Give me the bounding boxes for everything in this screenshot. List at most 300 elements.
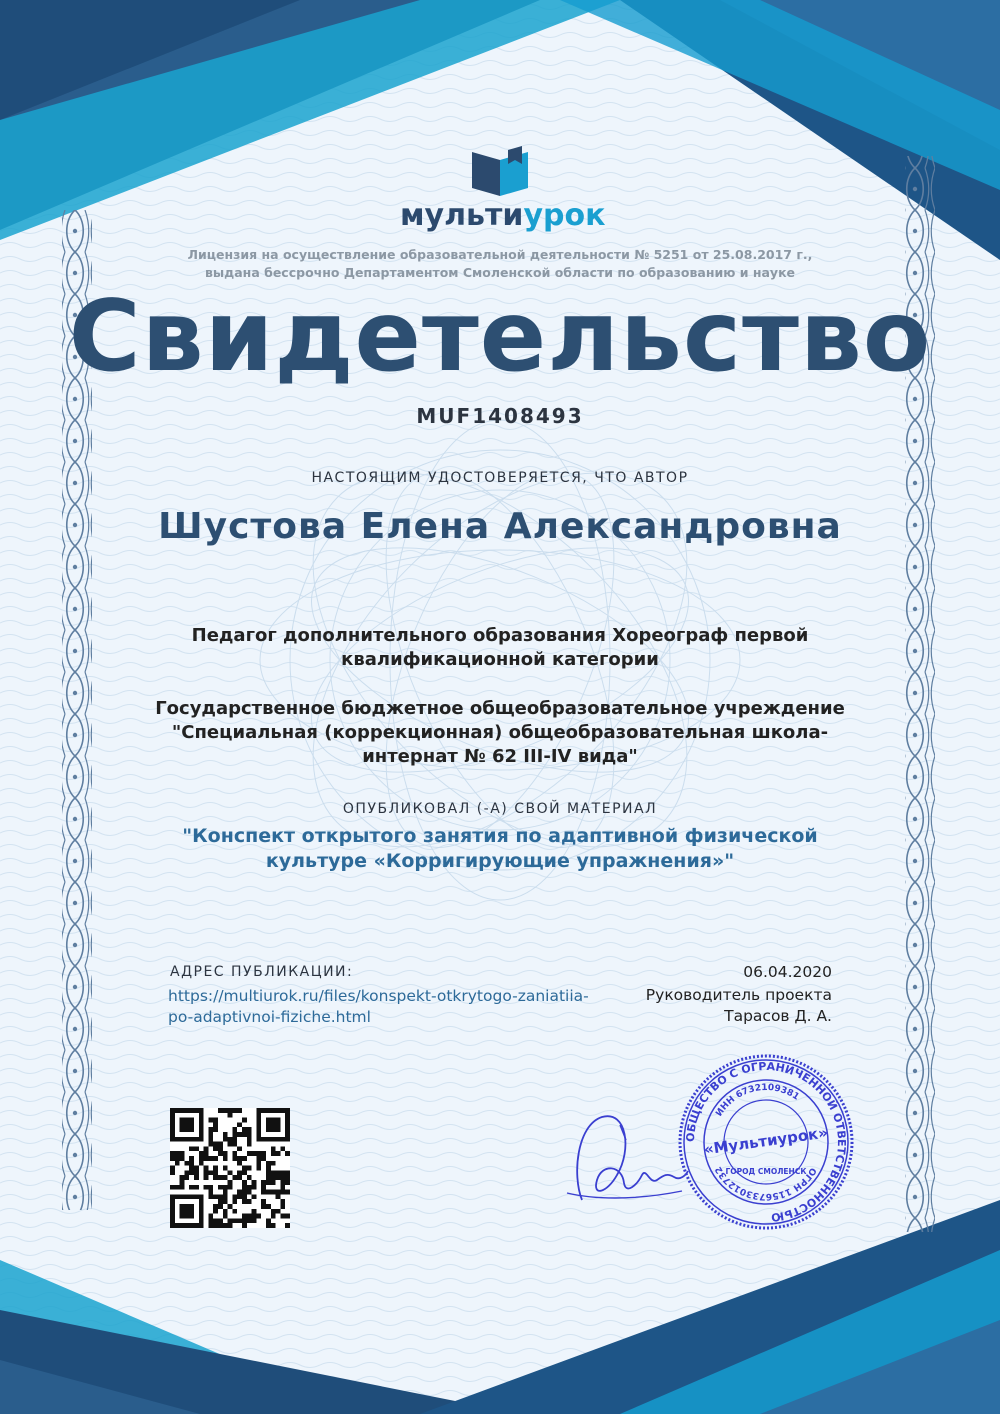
qr-module (266, 1166, 271, 1171)
qr-module (256, 1214, 261, 1219)
qr-module (237, 1190, 242, 1195)
qr-module (184, 1127, 189, 1132)
qr-module (242, 1218, 247, 1223)
qr-module (252, 1209, 257, 1214)
qr-module (194, 1185, 199, 1190)
qr-module (237, 1218, 242, 1223)
qr-module (223, 1214, 228, 1219)
qr-module (271, 1175, 276, 1180)
qr-module (223, 1190, 228, 1195)
qr-module (271, 1170, 276, 1175)
qr-module (208, 1118, 213, 1123)
qr-module (213, 1122, 218, 1127)
qr-module (276, 1127, 281, 1132)
qr-module (204, 1175, 209, 1180)
stamp-ogrn: ОГРН 1156733012732 (713, 1164, 818, 1202)
qr-module (285, 1132, 290, 1137)
qr-module (242, 1156, 247, 1161)
qr-module (180, 1214, 185, 1219)
issue-date: 06.04.2020 (743, 963, 832, 981)
qr-module (208, 1190, 213, 1195)
qr-module (242, 1166, 247, 1171)
qr-module (228, 1108, 233, 1113)
brand-name (400, 198, 606, 233)
qr-module (213, 1166, 218, 1171)
qr-module (189, 1204, 194, 1209)
qr-module (199, 1132, 204, 1137)
qr-module (199, 1218, 204, 1223)
head-label: Руководитель проекта (645, 986, 832, 1004)
qr-module (228, 1223, 233, 1228)
qr-module (218, 1194, 223, 1199)
qr-module (237, 1108, 242, 1113)
qr-module (242, 1199, 247, 1204)
qr-module (276, 1194, 281, 1199)
company-stamp (676, 1052, 856, 1232)
qr-module (280, 1146, 285, 1151)
qr-module (285, 1151, 290, 1156)
qr-module (199, 1156, 204, 1161)
qr-module (285, 1180, 290, 1185)
qr-module (170, 1194, 175, 1199)
qr-module (199, 1127, 204, 1132)
qr-module (199, 1113, 204, 1118)
qr-module (256, 1108, 261, 1113)
qr-module (208, 1223, 213, 1228)
qr-module (180, 1223, 185, 1228)
qr-module (232, 1151, 237, 1156)
qr-module (285, 1137, 290, 1142)
qr-module (170, 1218, 175, 1223)
qr-module (247, 1137, 252, 1142)
qr-module (189, 1137, 194, 1142)
qr-module (276, 1151, 281, 1156)
qr-module (213, 1204, 218, 1209)
license-text (0, 246, 1000, 282)
qr-module (213, 1142, 218, 1147)
qr-module (175, 1108, 180, 1113)
qr-module (223, 1166, 228, 1171)
qr-module (228, 1180, 233, 1185)
qr-module (232, 1142, 237, 1147)
qr-module (170, 1170, 175, 1175)
qr-module (271, 1127, 276, 1132)
qr-module (208, 1185, 213, 1190)
qr-module (232, 1132, 237, 1137)
qr-module (170, 1185, 175, 1190)
qr-module (189, 1223, 194, 1228)
qr-module (184, 1209, 189, 1214)
qr-module (242, 1132, 247, 1137)
qr-module (247, 1185, 252, 1190)
qr-module (199, 1151, 204, 1156)
qr-module (237, 1170, 242, 1175)
qr-module (256, 1122, 261, 1127)
qr-module (208, 1142, 213, 1147)
qr-module (170, 1209, 175, 1214)
qr-module (261, 1151, 266, 1156)
qr-module (213, 1194, 218, 1199)
multiurok-logo (400, 146, 606, 236)
qr-module (213, 1156, 218, 1161)
qr-module (170, 1127, 175, 1132)
qr-module (228, 1137, 233, 1142)
qr-module (189, 1166, 194, 1171)
qr-module (237, 1122, 242, 1127)
qr-module (232, 1209, 237, 1214)
qr-module (184, 1118, 189, 1123)
qr-module (170, 1223, 175, 1228)
qr-module (170, 1151, 175, 1156)
qr-module (242, 1170, 247, 1175)
qr-module (228, 1113, 233, 1118)
qr-module (285, 1122, 290, 1127)
qr-module (184, 1204, 189, 1209)
qr-module (189, 1146, 194, 1151)
qr-module (247, 1132, 252, 1137)
qr-module (261, 1204, 266, 1209)
qr-module (175, 1151, 180, 1156)
qr-module (266, 1218, 271, 1223)
qr-module (280, 1108, 285, 1113)
qr-module (189, 1194, 194, 1199)
qr-module (266, 1122, 271, 1127)
stamp-center-text: «Мультиурок» (702, 1123, 829, 1159)
qr-module (223, 1223, 228, 1228)
material-title: "Конспект открытого занятия по адаптивной физической культуре «Корригирующие упражнения»" (182, 825, 818, 872)
qr-module (280, 1170, 285, 1175)
qr-module (247, 1214, 252, 1219)
qr-module (213, 1218, 218, 1223)
qr-module (271, 1223, 276, 1228)
qr-module (242, 1185, 247, 1190)
qr-module (285, 1170, 290, 1175)
qr-module (228, 1170, 233, 1175)
qr-module (247, 1190, 252, 1195)
qr-module (175, 1161, 180, 1166)
qr-module (208, 1218, 213, 1223)
qr-module (237, 1175, 242, 1180)
stamp-inn: ИНН 6732109381 (714, 1082, 801, 1119)
qr-module (189, 1118, 194, 1123)
qr-module (256, 1137, 261, 1142)
qr-module (199, 1223, 204, 1228)
qr-code-icon[interactable] (170, 1108, 290, 1228)
qr-module (170, 1113, 175, 1118)
qr-module (213, 1146, 218, 1151)
qr-module (237, 1146, 242, 1151)
qr-module (271, 1161, 276, 1166)
qr-module (204, 1166, 209, 1171)
certifies-text: НАСТОЯЩИМ УДОСТОВЕРЯЕТСЯ, ЧТО АВТОР (311, 470, 689, 486)
qr-module (170, 1122, 175, 1127)
qr-module (223, 1137, 228, 1142)
qr-module (199, 1118, 204, 1123)
qr-module (180, 1122, 185, 1127)
qr-module (280, 1137, 285, 1142)
qr-module (184, 1122, 189, 1127)
qr-module (208, 1137, 213, 1142)
qr-module (189, 1108, 194, 1113)
qr-module (189, 1127, 194, 1132)
qr-module (285, 1214, 290, 1219)
qr-module (261, 1156, 266, 1161)
qr-module (170, 1137, 175, 1142)
qr-module (247, 1166, 252, 1171)
qr-module (232, 1108, 237, 1113)
qr-module (242, 1223, 247, 1228)
qr-module (189, 1214, 194, 1219)
qr-module (175, 1156, 180, 1161)
qr-module (170, 1199, 175, 1204)
qr-module (194, 1194, 199, 1199)
qr-module (276, 1209, 281, 1214)
qr-module (194, 1108, 199, 1113)
qr-module (218, 1223, 223, 1228)
qr-module (280, 1175, 285, 1180)
qr-module (285, 1223, 290, 1228)
qr-module (180, 1204, 185, 1209)
qr-module (189, 1156, 194, 1161)
qr-module (170, 1108, 175, 1113)
qr-module (280, 1180, 285, 1185)
qr-module (180, 1151, 185, 1156)
book-icon (400, 146, 600, 198)
qr-module (223, 1151, 228, 1156)
qr-module (232, 1194, 237, 1199)
qr-module (194, 1170, 199, 1175)
qr-module (237, 1161, 242, 1166)
qr-module (204, 1185, 209, 1190)
qr-module (213, 1170, 218, 1175)
qr-module (180, 1209, 185, 1214)
license-line-2: выдана бессрочно Департаментом Смоленской области по образованию и науке (204, 265, 796, 280)
qr-module (180, 1127, 185, 1132)
qr-module (266, 1190, 271, 1195)
qr-module (261, 1180, 266, 1185)
qr-module (199, 1214, 204, 1219)
qr-module (218, 1175, 223, 1180)
qr-module (252, 1194, 257, 1199)
qr-module (285, 1113, 290, 1118)
qr-module (256, 1161, 261, 1166)
qr-module (180, 1175, 185, 1180)
author-name: Шустова Елена Александровна (158, 506, 842, 547)
published-text: ОПУБЛИКОВАЛ (-А) СВОЙ МАТЕРИАЛ (342, 801, 658, 817)
qr-module (276, 1137, 281, 1142)
qr-module (218, 1146, 223, 1151)
qr-module (271, 1122, 276, 1127)
qr-module (218, 1218, 223, 1223)
qr-module (175, 1185, 180, 1190)
qr-module (280, 1199, 285, 1204)
qr-module (208, 1127, 213, 1132)
qr-module (223, 1108, 228, 1113)
qr-module (228, 1204, 233, 1209)
qr-module (199, 1108, 204, 1113)
qr-module (232, 1127, 237, 1132)
qr-module (285, 1175, 290, 1180)
qr-module (256, 1156, 261, 1161)
qr-module (228, 1185, 233, 1190)
qr-module (204, 1151, 209, 1156)
qr-module (218, 1199, 223, 1204)
qr-module (189, 1122, 194, 1127)
qr-module (242, 1190, 247, 1195)
publication-url[interactable]: https://multiurok.ru/files/konspekt-otkrytogo-zaniatiia-po-adaptivnoi-fiziche.html (168, 987, 589, 1026)
qr-module (280, 1190, 285, 1195)
qr-module (252, 1151, 257, 1156)
qr-module (276, 1122, 281, 1127)
qr-module (184, 1223, 189, 1228)
qr-module (223, 1132, 228, 1137)
qr-module (180, 1185, 185, 1190)
qr-module (285, 1108, 290, 1113)
qr-module (232, 1156, 237, 1161)
qr-module (175, 1194, 180, 1199)
qr-module (180, 1194, 185, 1199)
qr-module (180, 1108, 185, 1113)
qr-module (218, 1108, 223, 1113)
qr-module (208, 1156, 213, 1161)
qr-module (180, 1137, 185, 1142)
qr-module (204, 1170, 209, 1175)
qr-module (213, 1209, 218, 1214)
qr-module (237, 1156, 242, 1161)
qr-module (266, 1137, 271, 1142)
qr-module (285, 1127, 290, 1132)
qr-module (256, 1166, 261, 1171)
qr-module (271, 1137, 276, 1142)
qr-module (184, 1170, 189, 1175)
qr-module (184, 1108, 189, 1113)
qr-module (218, 1204, 223, 1209)
qr-module (276, 1190, 281, 1195)
qr-module (213, 1223, 218, 1228)
qr-module (199, 1137, 204, 1142)
qr-module (184, 1175, 189, 1180)
qr-module (261, 1190, 266, 1195)
qr-module (199, 1194, 204, 1199)
qr-module (184, 1214, 189, 1219)
qr-module (232, 1175, 237, 1180)
qr-module (247, 1142, 252, 1147)
qr-module (261, 1199, 266, 1204)
qr-module (228, 1218, 233, 1223)
qr-module (261, 1185, 266, 1190)
qr-module (223, 1175, 228, 1180)
qr-module (271, 1146, 276, 1151)
qr-module (184, 1194, 189, 1199)
qr-module (271, 1151, 276, 1156)
qr-module (266, 1204, 271, 1209)
qr-module (218, 1151, 223, 1156)
qr-module (184, 1161, 189, 1166)
qr-module (276, 1108, 281, 1113)
qr-module (228, 1142, 233, 1147)
qr-module (208, 1170, 213, 1175)
qr-module (170, 1214, 175, 1219)
qr-module (204, 1156, 209, 1161)
qr-module (180, 1156, 185, 1161)
qr-module (204, 1146, 209, 1151)
qr-module (194, 1223, 199, 1228)
qr-module (218, 1185, 223, 1190)
qr-module (242, 1194, 247, 1199)
qr-module (247, 1199, 252, 1204)
qr-module (252, 1180, 257, 1185)
qr-module (189, 1185, 194, 1190)
qr-module (256, 1151, 261, 1156)
qr-module (271, 1180, 276, 1185)
qr-module (180, 1180, 185, 1185)
qr-module (208, 1194, 213, 1199)
qr-module (280, 1185, 285, 1190)
qr-module (242, 1118, 247, 1123)
qr-module (175, 1223, 180, 1228)
certificate-title: Свидетельство (68, 280, 932, 394)
qr-module (199, 1122, 204, 1127)
qr-module (256, 1132, 261, 1137)
qr-module (252, 1218, 257, 1223)
qr-module (247, 1218, 252, 1223)
qr-module (189, 1170, 194, 1175)
qr-module (213, 1127, 218, 1132)
qr-module (247, 1175, 252, 1180)
qr-module (280, 1214, 285, 1219)
qr-module (266, 1170, 271, 1175)
qr-module (199, 1209, 204, 1214)
qr-module (199, 1204, 204, 1209)
certificate-code: MUF1408493 (416, 404, 584, 428)
qr-module (252, 1214, 257, 1219)
qr-module (194, 1175, 199, 1180)
qr-module (223, 1209, 228, 1214)
qr-module (170, 1118, 175, 1123)
qr-module (170, 1166, 175, 1171)
qr-module (232, 1199, 237, 1204)
head-name: Тарасов Д. А. (724, 1007, 832, 1025)
qr-module (271, 1118, 276, 1123)
qr-module (237, 1132, 242, 1137)
qr-module (256, 1118, 261, 1123)
qr-module (223, 1199, 228, 1204)
qr-module (194, 1137, 199, 1142)
qr-module (199, 1199, 204, 1204)
qr-module (232, 1218, 237, 1223)
qr-module (266, 1223, 271, 1228)
qr-module (261, 1137, 266, 1142)
qr-module (223, 1194, 228, 1199)
qr-module (285, 1190, 290, 1195)
qr-module (218, 1142, 223, 1147)
qr-module (208, 1132, 213, 1137)
signature (562, 1105, 692, 1215)
qr-module (213, 1175, 218, 1180)
qr-module (242, 1180, 247, 1185)
license-line-1: Лицензия на осуществление образовательной деятельности № 5251 от 25.08.2017 г., (187, 247, 813, 262)
qr-module (256, 1127, 261, 1132)
qr-module (266, 1118, 271, 1123)
qr-module (266, 1175, 271, 1180)
qr-module (247, 1127, 252, 1132)
qr-module (276, 1170, 281, 1175)
author-position: Педагог дополнительного образования Хореограф первой квалификационной категории (191, 625, 809, 670)
author-organization: Государственное бюджетное общеобразовательное учреждение "Специальная (коррекционная) общеобразовательная школа-интернат № 62 III-IV вида" (155, 698, 845, 767)
qr-module (213, 1118, 218, 1123)
qr-module (271, 1108, 276, 1113)
qr-module (232, 1137, 237, 1142)
